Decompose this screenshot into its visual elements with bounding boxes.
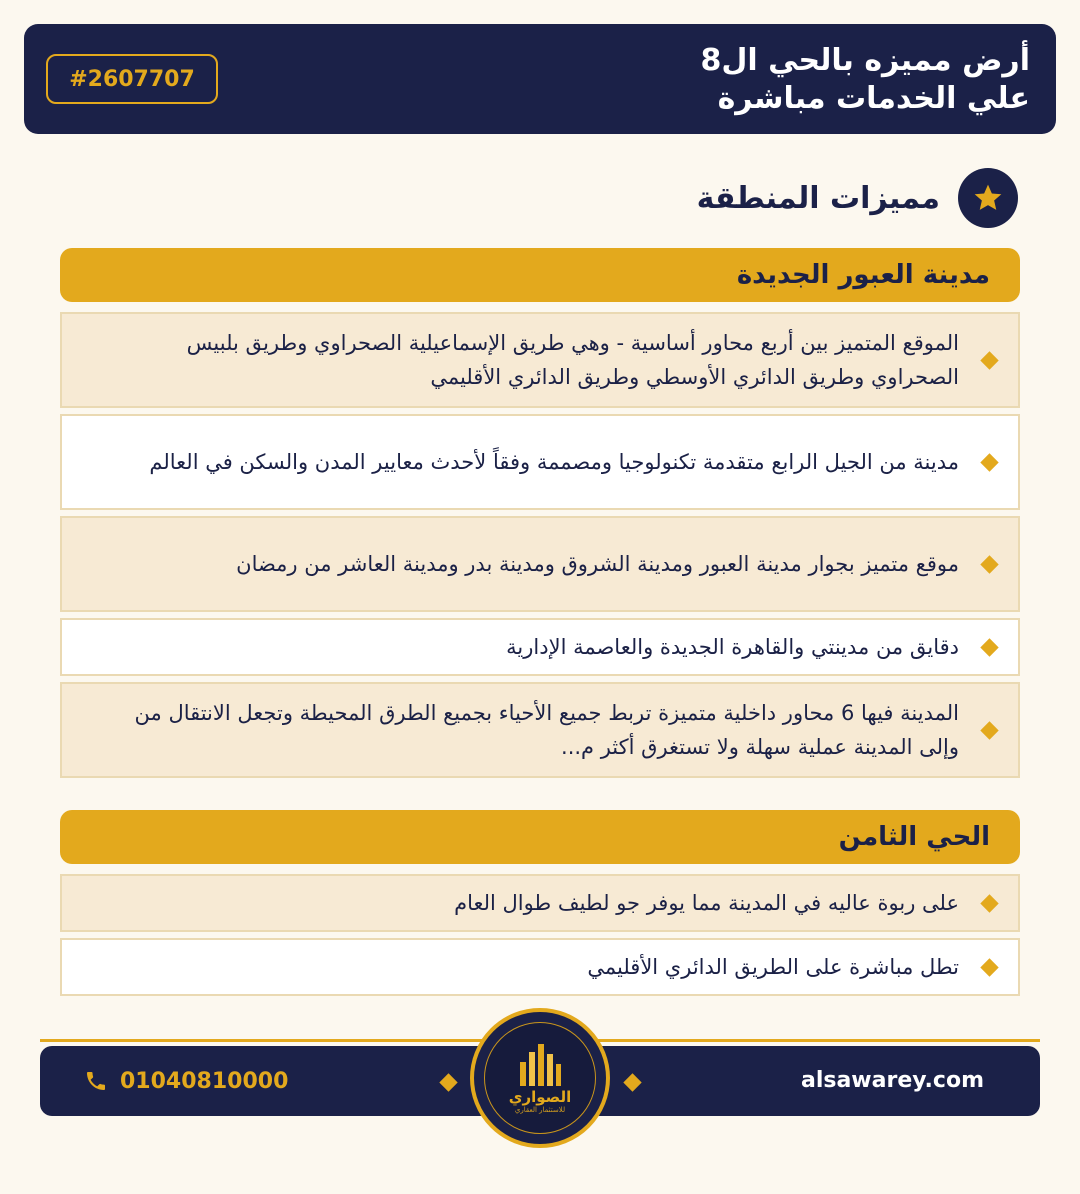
group-header-eighth-district: الحي الثامن — [60, 810, 1020, 864]
phone-icon — [84, 1069, 108, 1093]
list-item — [60, 682, 1020, 778]
section-heading — [697, 168, 1018, 228]
header-banner — [24, 24, 1056, 134]
title-line-2: علي الخدمات مباشرة — [717, 81, 1030, 116]
list-item-text: الموقع المتميز بين أربع محاور أساسية - وهي طريق الإسماعيلية الصحراوي وطريق بلبيس الصحراوي وطريق الدائري الأوسطي وطريق الدائري الأقليمي — [186, 331, 959, 389]
logo-tagline: للاستثمار العقاري — [514, 1106, 566, 1114]
listing-id-badge: #2607707 — [46, 54, 218, 104]
diamond-bullet-icon — [980, 894, 998, 912]
diamond-bullet-icon — [980, 721, 998, 739]
buildings-icon — [514, 1042, 566, 1086]
list-item — [60, 516, 1020, 612]
diamond-ornament-icon — [439, 1073, 457, 1091]
group-header-obour: مدينة العبور الجديدة — [60, 248, 1020, 302]
diamond-ornament-icon — [623, 1073, 641, 1091]
website-link[interactable]: alsawarey.com — [800, 1068, 984, 1093]
logo-name: الصواري — [508, 1088, 572, 1106]
diamond-bullet-icon — [980, 453, 998, 471]
phone-contact[interactable] — [84, 1046, 288, 1116]
brand-logo — [470, 1008, 610, 1148]
list-item-text: المدينة فيها 6 محاور داخلية متميزة تربط جميع الأحياء بجميع الطرق المحيطة وتجعل الانتقال من وإلى المدينة عملية سهلة ولا تستغرق أكثر م... — [134, 701, 959, 759]
list-item — [60, 414, 1020, 510]
list-item-text: دقايق من مدينتي والقاهرة الجديدة والعاصمة الإدارية — [506, 635, 959, 659]
diamond-bullet-icon — [980, 958, 998, 976]
page-title — [390, 42, 1030, 118]
list-item-text: مدينة من الجيل الرابع متقدمة تكنولوجيا ومصممة وفقاً لأحدث معايير المدن والسكن في العالم — [149, 450, 959, 474]
diamond-bullet-icon — [980, 638, 998, 656]
list-item — [60, 618, 1020, 676]
diamond-bullet-icon — [980, 351, 998, 369]
list-item-text: على ربوة عاليه في المدينة مما يوفر جو لطيف طوال العام — [454, 891, 959, 915]
list-item — [60, 874, 1020, 932]
list-item-text: تطل مباشرة على الطريق الدائري الأقليمي — [587, 955, 959, 979]
title-line-1: أرض مميزه بالحي ال8 — [700, 43, 1030, 78]
logo-emblem — [484, 1022, 596, 1134]
list-item — [60, 312, 1020, 408]
phone-number: 01040810000 — [120, 1068, 289, 1094]
section-title: مميزات المنطقة — [696, 180, 940, 216]
diamond-bullet-icon — [980, 555, 998, 573]
list-item-text: موقع متميز بجوار مدينة العبور ومدينة الشروق ومدينة بدر ومدينة العاشر من رمضان — [236, 552, 959, 576]
star-icon — [958, 168, 1018, 228]
list-item — [60, 938, 1020, 996]
